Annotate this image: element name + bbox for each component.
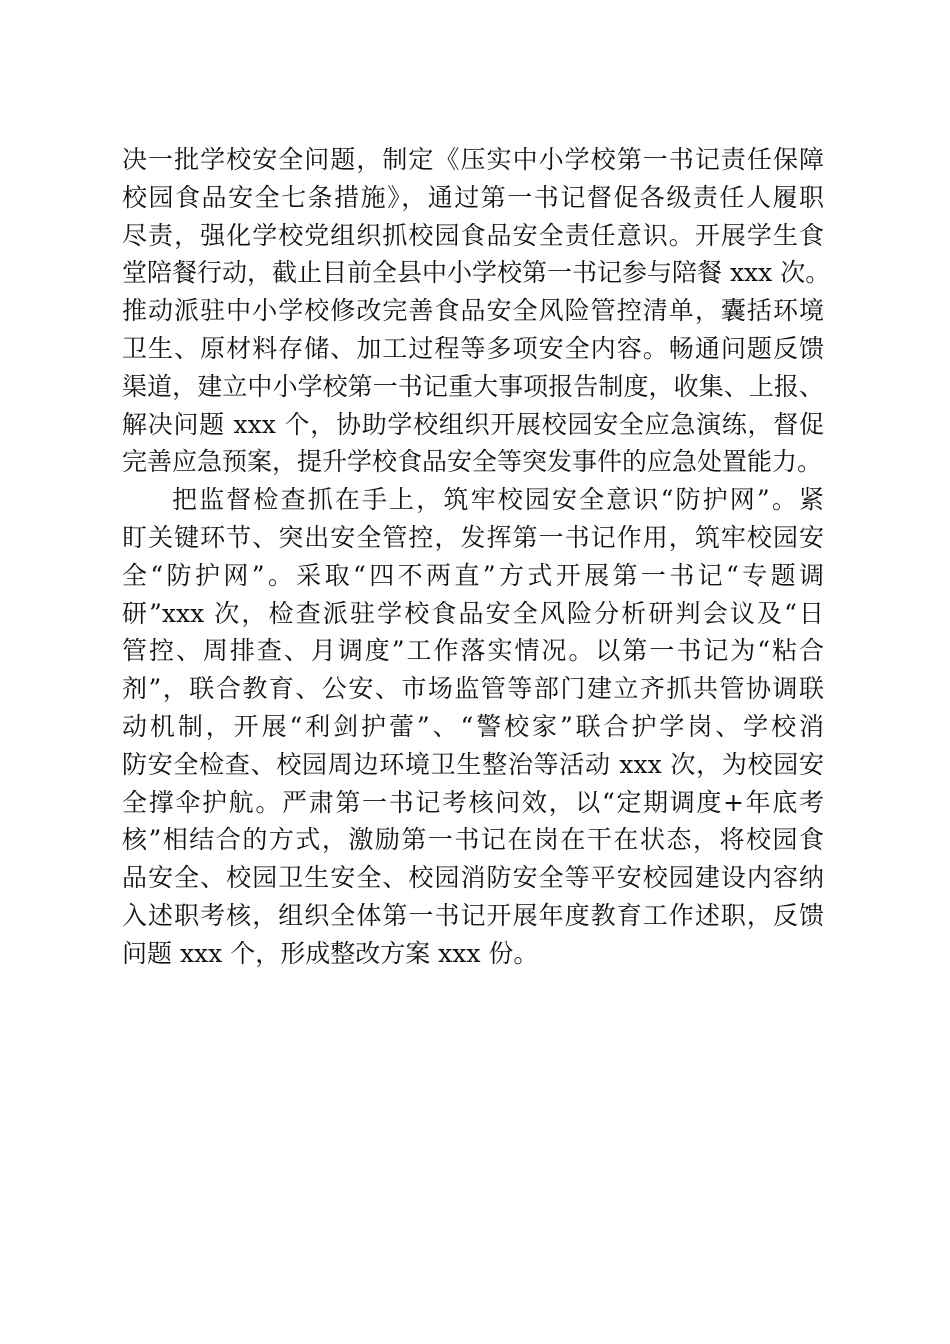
text-line: 校园食品安全七条措施》，通过第一书记督促各级责任人履职 [122, 182, 824, 212]
text-line: 解决问题 xxx 个，协助学校组织开展校园安全应急演练，督促 [122, 409, 824, 439]
text-line: 管控、周排查、月调度”工作落实情况。以第一书记为“粘合 [122, 636, 824, 666]
text-line: 防安全检查、校园周边环境卫生整治等活动 xxx 次，为校园安 [122, 749, 824, 779]
document-body [122, 141, 831, 973]
text-line: 决一批学校安全问题，制定《压实中小学校第一书记责任保障 [122, 145, 824, 174]
text-line: 卫生、原材料存储、加工过程等多项安全内容。畅通问题反馈 [122, 333, 824, 363]
text-line: 完善应急预案，提升学校食品安全等突发事件的应急处置能力。 [122, 447, 823, 477]
paragraph [122, 141, 831, 481]
text-line: 全撑伞护航。严肃第一书记考核问效，以“定期调度+年底考 [122, 787, 824, 817]
text-line: 全“防护网”。采取“四不两直”方式开展第一书记“专题调 [122, 560, 824, 590]
paragraph [122, 481, 824, 972]
text-line: 研”xxx 次，检查派驻学校食品安全风险分析研判会议及“日 [122, 598, 824, 628]
text-line: 动机制，开展“利剑护蕾”、“警校家”联合护学岗、学校消 [122, 711, 824, 741]
text-line: 入述职考核，组织全体第一书记开展年度教育工作述职，反馈 [122, 900, 824, 930]
text-line: 推动派驻中小学校修改完善食品安全风险管控清单，囊括环境 [122, 296, 824, 326]
text-line: 核”相结合的方式，激励第一书记在岗在干在状态，将校园食 [122, 825, 824, 855]
text-line: 尽责，强化学校党组织抓校园食品安全责任意识。开展学生食 [122, 220, 824, 250]
text-line: 剂”，联合教育、公安、市场监管等部门建立齐抓共管协调联 [122, 674, 824, 704]
text-line: 盯关键环节、突出安全管控，发挥第一书记作用，筑牢校园安 [122, 522, 824, 552]
text-line: 把监督检查抓在手上，筑牢校园安全意识“防护网”。紧 [172, 485, 824, 515]
text-line: 问题 xxx 个，形成整改方案 xxx 份。 [122, 938, 539, 968]
text-line: 堂陪餐行动，截止目前全县中小学校第一书记参与陪餐 xxx 次。 [122, 258, 831, 288]
text-line: 品安全、校园卫生安全、校园消防安全等平安校园建设内容纳 [122, 863, 824, 893]
text-line: 渠道，建立中小学校第一书记重大事项报告制度，收集、上报、 [122, 371, 824, 401]
